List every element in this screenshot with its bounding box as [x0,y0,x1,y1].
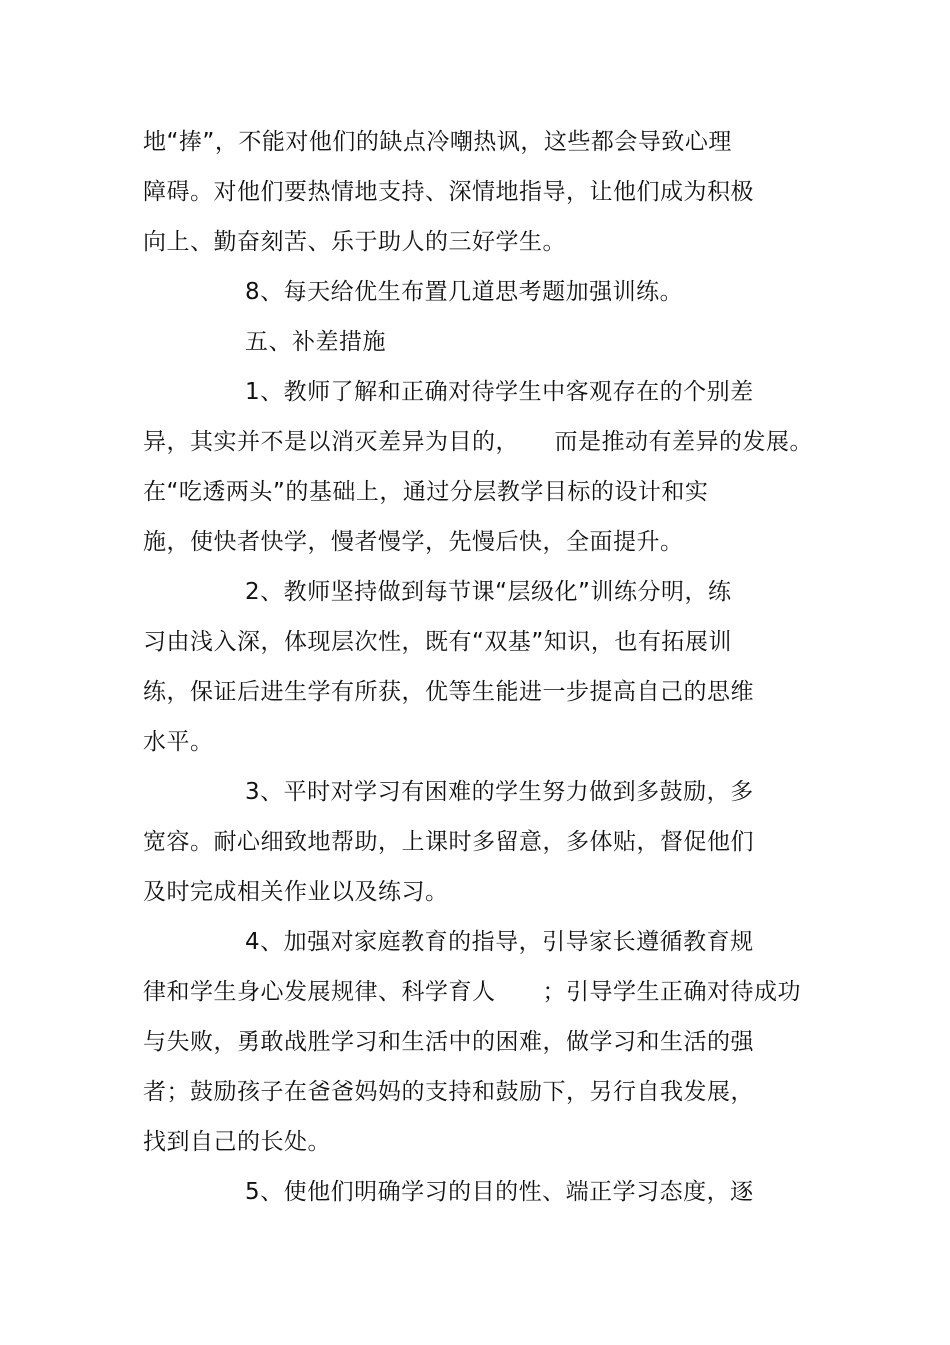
text-line: 施，使快者快学，慢者慢学，先慢后快，全面提升。 [143,529,684,555]
text-line: 找到自己的长处。 [143,1129,331,1155]
text-line: 及时完成相关作业以及练习。 [143,879,449,905]
text-line: 水平。 [143,729,214,755]
text-line: 4、加强对家庭教育的指导，引导家长遵循教育规 [245,929,754,955]
text-line: 8、每天给优生布置几道思考题加强训练。 [245,279,684,305]
text-line: 练，保证后进生学有所获，优等生能进一步提高自己的思维 [143,679,754,705]
text-line: 向上、勤奋刻苦、乐于助人的三好学生。 [143,229,566,255]
text-line: 与失败，勇敢战胜学习和生活中的困难，做学习和生活的强 [143,1029,754,1055]
section-heading: 五、补差措施 [245,329,386,355]
text-line: 者；鼓励孩子在爸爸妈妈的支持和鼓励下，另行自我发展， [143,1079,754,1105]
text-line: 2、教师坚持做到每节课“层级化”训练分明，练 [245,579,732,605]
text-line: 1、教师了解和正确对待学生中客观存在的个别差 [245,379,754,405]
text-line: 律和学生身心发展规律、科学育人 ；引导学生正确对待成功 [143,979,801,1005]
text-line: 宽容。耐心细致地帮助，上课时多留意，多体贴，督促他们 [143,829,754,855]
text-line: 5、使他们明确学习的目的性、端正学习态度，逐 [245,1179,754,1205]
text-line: 地“捧”，不能对他们的缺点冷嘲热讽，这些都会导致心理 [143,129,732,155]
text-line: 3、平时对学习有困难的学生努力做到多鼓励，多 [245,779,754,805]
text-line: 异，其实并不是以消灭差异为目的， 而是推动有差异的发展。 [143,429,813,455]
text-line: 障碍。对他们要热情地支持、深情地指导，让他们成为积极 [143,179,754,205]
text-line: 习由浅入深，体现层次性，既有“双基”知识，也有拓展训 [143,629,732,655]
text-line: 在“吃透两头”的基础上，通过分层教学目标的设计和实 [143,479,709,505]
